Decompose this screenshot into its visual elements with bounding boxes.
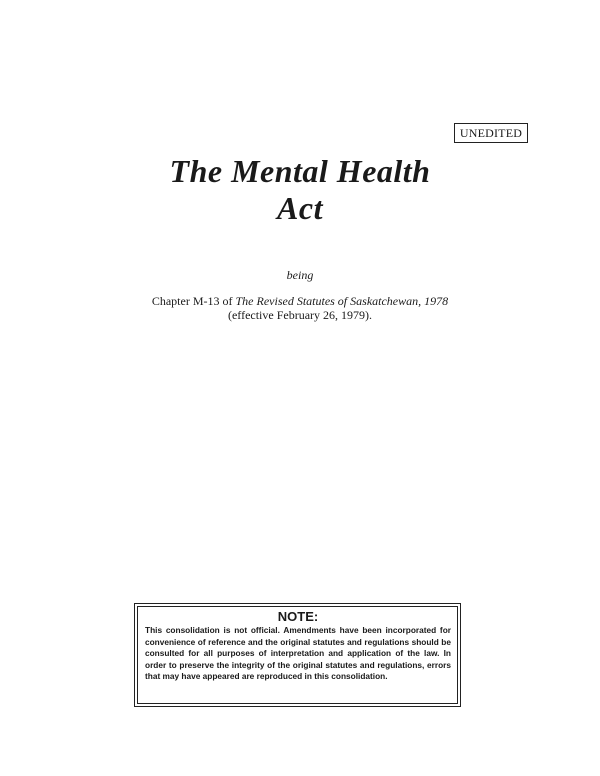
note-heading: NOTE: [277, 609, 319, 624]
title-line-1: The Mental Health [169, 153, 431, 189]
being-label: being [286, 268, 314, 282]
document-title [0, 153, 600, 227]
chapter-prefix: Chapter M-13 of [151, 294, 236, 308]
note-body: This consolidation is not official. Amendments have been incorporated for convenience of reference and the original statutes and regulations should be consulted for all purposes of interpretation and application of the law. In order to preserve the integrity of the original statutes and regulations, errors that may have appeared are reproduced in this consolidation. [145, 625, 451, 681]
statute-source: The Revised Statutes of Saskatchewan, 1978 [235, 294, 449, 308]
effective-date: (effective February 26, 1979). [227, 308, 373, 322]
note-box [134, 603, 461, 707]
unedited-stamp: UNEDITED [454, 123, 528, 143]
chapter-citation [0, 294, 600, 322]
chapter-line [0, 294, 600, 308]
note-box-inner [137, 606, 458, 704]
title-line-2: Act [277, 190, 323, 226]
